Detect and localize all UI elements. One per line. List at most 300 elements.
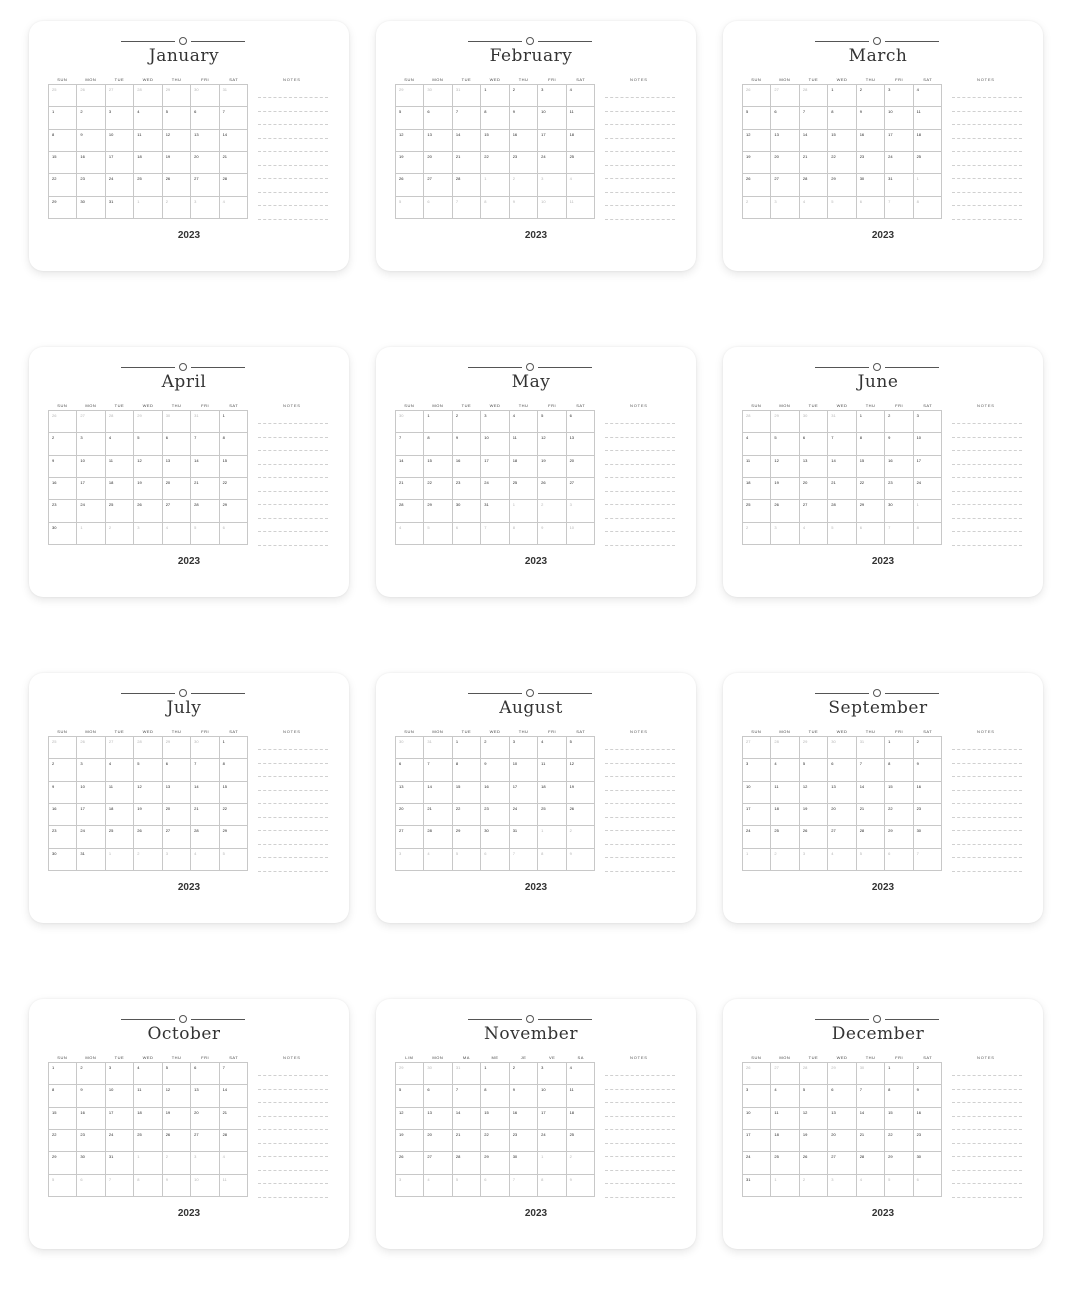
day-cell[interactable] [510,826,538,848]
day-cell[interactable] [828,85,856,107]
day-cell[interactable] [424,433,452,455]
day-cell[interactable] [538,782,566,804]
day-cell[interactable] [743,759,771,781]
day-cell[interactable] [453,849,481,871]
day-cell[interactable] [743,849,771,871]
day-cell[interactable] [396,1130,424,1152]
notes-area[interactable] [258,423,328,545]
day-cell[interactable] [424,478,452,500]
day-cell[interactable] [538,107,566,129]
day-cell[interactable] [424,1108,452,1130]
day-cell[interactable] [424,197,452,219]
day-cell[interactable] [538,804,566,826]
day-cell[interactable] [743,1152,771,1174]
day-cell[interactable] [453,1130,481,1152]
day-cell[interactable] [885,478,913,500]
day-cell[interactable] [481,456,509,478]
day-cell[interactable] [510,130,538,152]
day-cell[interactable] [220,456,248,478]
day-cell[interactable] [134,411,162,433]
day-cell[interactable] [134,1085,162,1107]
day-cell[interactable] [77,849,105,871]
day-cell[interactable] [220,1085,248,1107]
day-cell[interactable] [191,804,219,826]
day-cell[interactable] [481,849,509,871]
day-cell[interactable] [49,826,77,848]
day-cell[interactable] [106,456,134,478]
day-cell[interactable] [828,782,856,804]
day-cell[interactable] [396,759,424,781]
day-cell[interactable] [134,130,162,152]
day-cell[interactable] [49,1108,77,1130]
notes-area[interactable] [952,749,1022,871]
day-cell[interactable] [163,456,191,478]
day-cell[interactable] [481,411,509,433]
day-cell[interactable] [396,500,424,522]
day-cell[interactable] [191,456,219,478]
day-cell[interactable] [77,737,105,759]
day-cell[interactable] [510,782,538,804]
day-cell[interactable] [510,85,538,107]
day-cell[interactable] [77,411,105,433]
day-cell[interactable] [106,1108,134,1130]
day-cell[interactable] [163,826,191,848]
day-cell[interactable] [885,804,913,826]
day-cell[interactable] [771,1152,799,1174]
day-cell[interactable] [828,500,856,522]
day-cell[interactable] [828,523,856,545]
day-cell[interactable] [134,1152,162,1174]
day-cell[interactable] [453,523,481,545]
day-cell[interactable] [743,1063,771,1085]
month-card-july[interactable] [29,673,349,923]
day-cell[interactable] [743,174,771,196]
day-cell[interactable] [106,85,134,107]
day-cell[interactable] [77,826,105,848]
day-cell[interactable] [106,174,134,196]
day-cell[interactable] [800,1152,828,1174]
day-cell[interactable] [106,478,134,500]
day-cell[interactable] [828,433,856,455]
day-cell[interactable] [828,1108,856,1130]
day-cell[interactable] [106,737,134,759]
day-cell[interactable] [771,197,799,219]
day-cell[interactable] [743,804,771,826]
day-cell[interactable] [77,197,105,219]
day-cell[interactable] [453,1063,481,1085]
day-cell[interactable] [885,849,913,871]
day-cell[interactable] [857,737,885,759]
day-cell[interactable] [857,804,885,826]
day-cell[interactable] [800,1175,828,1197]
day-cell[interactable] [538,1108,566,1130]
day-cell[interactable] [481,433,509,455]
day-cell[interactable] [191,197,219,219]
day-cell[interactable] [191,85,219,107]
day-cell[interactable] [220,1152,248,1174]
day-cell[interactable] [743,85,771,107]
day-cell[interactable] [424,500,452,522]
day-cell[interactable] [220,849,248,871]
day-cell[interactable] [106,107,134,129]
day-cell[interactable] [424,456,452,478]
day-cell[interactable] [743,500,771,522]
day-cell[interactable] [885,759,913,781]
day-cell[interactable] [106,197,134,219]
day-cell[interactable] [828,1152,856,1174]
month-card-february[interactable] [376,21,696,271]
day-cell[interactable] [163,1175,191,1197]
day-cell[interactable] [857,1085,885,1107]
day-cell[interactable] [743,478,771,500]
day-cell[interactable] [163,411,191,433]
day-cell[interactable] [567,107,595,129]
day-cell[interactable] [396,737,424,759]
day-cell[interactable] [191,782,219,804]
day-cell[interactable] [106,433,134,455]
day-cell[interactable] [481,500,509,522]
day-cell[interactable] [106,500,134,522]
day-cell[interactable] [771,1130,799,1152]
day-cell[interactable] [800,1130,828,1152]
day-cell[interactable] [510,197,538,219]
day-cell[interactable] [771,849,799,871]
day-cell[interactable] [538,197,566,219]
day-cell[interactable] [106,411,134,433]
day-cell[interactable] [424,1063,452,1085]
day-cell[interactable] [914,782,942,804]
day-cell[interactable] [191,1152,219,1174]
day-cell[interactable] [220,782,248,804]
day-cell[interactable] [857,849,885,871]
day-cell[interactable] [220,433,248,455]
day-cell[interactable] [453,1108,481,1130]
day-cell[interactable] [828,804,856,826]
day-cell[interactable] [567,1108,595,1130]
day-cell[interactable] [510,1063,538,1085]
day-cell[interactable] [191,107,219,129]
day-cell[interactable] [163,174,191,196]
day-cell[interactable] [77,759,105,781]
day-cell[interactable] [885,1085,913,1107]
day-cell[interactable] [163,478,191,500]
day-cell[interactable] [453,826,481,848]
day-cell[interactable] [453,107,481,129]
day-cell[interactable] [163,107,191,129]
day-cell[interactable] [396,849,424,871]
day-cell[interactable] [567,1175,595,1197]
day-cell[interactable] [191,523,219,545]
day-cell[interactable] [743,1085,771,1107]
day-cell[interactable] [857,1152,885,1174]
day-cell[interactable] [743,782,771,804]
day-cell[interactable] [49,759,77,781]
day-cell[interactable] [163,804,191,826]
day-cell[interactable] [106,523,134,545]
day-cell[interactable] [77,1085,105,1107]
day-cell[interactable] [220,1063,248,1085]
day-cell[interactable] [220,152,248,174]
day-cell[interactable] [885,197,913,219]
day-cell[interactable] [49,1085,77,1107]
day-cell[interactable] [538,1152,566,1174]
day-cell[interactable] [538,433,566,455]
day-cell[interactable] [191,411,219,433]
day-cell[interactable] [857,152,885,174]
day-cell[interactable] [857,1130,885,1152]
day-cell[interactable] [567,478,595,500]
day-cell[interactable] [743,1130,771,1152]
day-cell[interactable] [191,478,219,500]
day-cell[interactable] [914,130,942,152]
day-cell[interactable] [481,1108,509,1130]
day-cell[interactable] [49,107,77,129]
day-cell[interactable] [743,1108,771,1130]
day-cell[interactable] [800,826,828,848]
day-cell[interactable] [481,478,509,500]
day-cell[interactable] [914,433,942,455]
day-cell[interactable] [191,1108,219,1130]
notes-area[interactable] [258,749,328,871]
day-cell[interactable] [567,197,595,219]
day-cell[interactable] [106,1063,134,1085]
day-cell[interactable] [510,107,538,129]
day-cell[interactable] [424,804,452,826]
day-cell[interactable] [134,1063,162,1085]
day-cell[interactable] [510,1175,538,1197]
day-cell[interactable] [424,849,452,871]
day-cell[interactable] [538,737,566,759]
day-cell[interactable] [538,759,566,781]
day-cell[interactable] [828,826,856,848]
day-cell[interactable] [771,523,799,545]
day-cell[interactable] [453,152,481,174]
day-cell[interactable] [481,152,509,174]
day-cell[interactable] [49,1063,77,1085]
day-cell[interactable] [134,152,162,174]
day-cell[interactable] [396,1085,424,1107]
day-cell[interactable] [743,456,771,478]
day-cell[interactable] [396,174,424,196]
day-cell[interactable] [857,478,885,500]
day-cell[interactable] [567,1063,595,1085]
day-cell[interactable] [771,1175,799,1197]
day-cell[interactable] [538,152,566,174]
day-cell[interactable] [800,456,828,478]
day-cell[interactable] [163,433,191,455]
day-cell[interactable] [49,849,77,871]
day-cell[interactable] [914,759,942,781]
day-cell[interactable] [800,1108,828,1130]
day-cell[interactable] [771,478,799,500]
day-cell[interactable] [424,174,452,196]
day-cell[interactable] [453,737,481,759]
day-cell[interactable] [567,456,595,478]
day-cell[interactable] [743,152,771,174]
day-cell[interactable] [163,1063,191,1085]
day-cell[interactable] [567,849,595,871]
day-cell[interactable] [77,478,105,500]
day-cell[interactable] [453,433,481,455]
day-cell[interactable] [163,849,191,871]
day-cell[interactable] [828,174,856,196]
day-cell[interactable] [134,456,162,478]
month-card-november[interactable] [376,999,696,1249]
day-cell[interactable] [567,152,595,174]
day-cell[interactable] [220,804,248,826]
day-cell[interactable] [800,130,828,152]
day-cell[interactable] [800,737,828,759]
day-cell[interactable] [106,804,134,826]
day-cell[interactable] [191,1063,219,1085]
day-cell[interactable] [914,523,942,545]
day-cell[interactable] [510,737,538,759]
day-cell[interactable] [914,152,942,174]
day-cell[interactable] [538,849,566,871]
day-cell[interactable] [800,849,828,871]
day-cell[interactable] [538,85,566,107]
day-cell[interactable] [857,174,885,196]
day-cell[interactable] [828,411,856,433]
day-cell[interactable] [106,1085,134,1107]
day-cell[interactable] [134,849,162,871]
day-cell[interactable] [857,782,885,804]
day-cell[interactable] [857,1175,885,1197]
day-cell[interactable] [134,759,162,781]
month-card-april[interactable] [29,347,349,597]
day-cell[interactable] [453,804,481,826]
day-cell[interactable] [538,478,566,500]
day-cell[interactable] [914,1085,942,1107]
day-cell[interactable] [77,1152,105,1174]
day-cell[interactable] [771,500,799,522]
day-cell[interactable] [538,500,566,522]
day-cell[interactable] [220,174,248,196]
day-cell[interactable] [914,1152,942,1174]
day-cell[interactable] [49,456,77,478]
day-cell[interactable] [134,737,162,759]
day-cell[interactable] [191,759,219,781]
day-cell[interactable] [77,174,105,196]
day-cell[interactable] [424,107,452,129]
day-cell[interactable] [424,782,452,804]
day-cell[interactable] [857,826,885,848]
day-cell[interactable] [885,500,913,522]
day-cell[interactable] [134,826,162,848]
day-cell[interactable] [134,1175,162,1197]
day-cell[interactable] [510,433,538,455]
day-cell[interactable] [800,411,828,433]
day-cell[interactable] [857,107,885,129]
day-cell[interactable] [828,152,856,174]
day-cell[interactable] [771,1108,799,1130]
day-cell[interactable] [510,500,538,522]
day-cell[interactable] [828,130,856,152]
month-card-september[interactable] [723,673,1043,923]
day-cell[interactable] [743,826,771,848]
day-cell[interactable] [106,152,134,174]
day-cell[interactable] [567,411,595,433]
day-cell[interactable] [828,849,856,871]
day-cell[interactable] [914,737,942,759]
month-card-october[interactable] [29,999,349,1249]
day-cell[interactable] [453,782,481,804]
day-cell[interactable] [914,1063,942,1085]
day-cell[interactable] [800,85,828,107]
day-cell[interactable] [857,197,885,219]
day-cell[interactable] [481,737,509,759]
day-cell[interactable] [424,737,452,759]
day-cell[interactable] [163,782,191,804]
day-cell[interactable] [134,197,162,219]
day-cell[interactable] [134,478,162,500]
day-cell[interactable] [567,759,595,781]
day-cell[interactable] [220,85,248,107]
day-cell[interactable] [77,1108,105,1130]
day-cell[interactable] [163,759,191,781]
day-cell[interactable] [885,826,913,848]
day-cell[interactable] [885,1063,913,1085]
day-cell[interactable] [396,1108,424,1130]
day-cell[interactable] [134,500,162,522]
day-cell[interactable] [771,456,799,478]
day-cell[interactable] [800,433,828,455]
day-cell[interactable] [828,1063,856,1085]
day-cell[interactable] [163,130,191,152]
day-cell[interactable] [567,130,595,152]
day-cell[interactable] [191,152,219,174]
day-cell[interactable] [134,523,162,545]
day-cell[interactable] [77,107,105,129]
day-cell[interactable] [424,1175,452,1197]
day-cell[interactable] [538,523,566,545]
day-cell[interactable] [396,1063,424,1085]
day-cell[interactable] [567,500,595,522]
day-cell[interactable] [49,478,77,500]
day-cell[interactable] [743,523,771,545]
day-cell[interactable] [800,1063,828,1085]
day-cell[interactable] [743,197,771,219]
day-cell[interactable] [510,152,538,174]
day-cell[interactable] [424,85,452,107]
day-cell[interactable] [481,523,509,545]
day-cell[interactable] [771,737,799,759]
day-cell[interactable] [424,826,452,848]
day-cell[interactable] [49,1175,77,1197]
day-cell[interactable] [106,849,134,871]
day-cell[interactable] [914,107,942,129]
day-cell[interactable] [163,85,191,107]
day-cell[interactable] [106,826,134,848]
day-cell[interactable] [828,1085,856,1107]
day-cell[interactable] [191,500,219,522]
day-cell[interactable] [49,500,77,522]
day-cell[interactable] [453,411,481,433]
day-cell[interactable] [857,433,885,455]
day-cell[interactable] [567,737,595,759]
day-cell[interactable] [220,130,248,152]
day-cell[interactable] [481,804,509,826]
day-cell[interactable] [49,85,77,107]
day-cell[interactable] [771,107,799,129]
day-cell[interactable] [77,456,105,478]
day-cell[interactable] [481,85,509,107]
notes-area[interactable] [258,97,328,219]
day-cell[interactable] [567,174,595,196]
day-cell[interactable] [885,523,913,545]
day-cell[interactable] [106,130,134,152]
month-card-august[interactable] [376,673,696,923]
